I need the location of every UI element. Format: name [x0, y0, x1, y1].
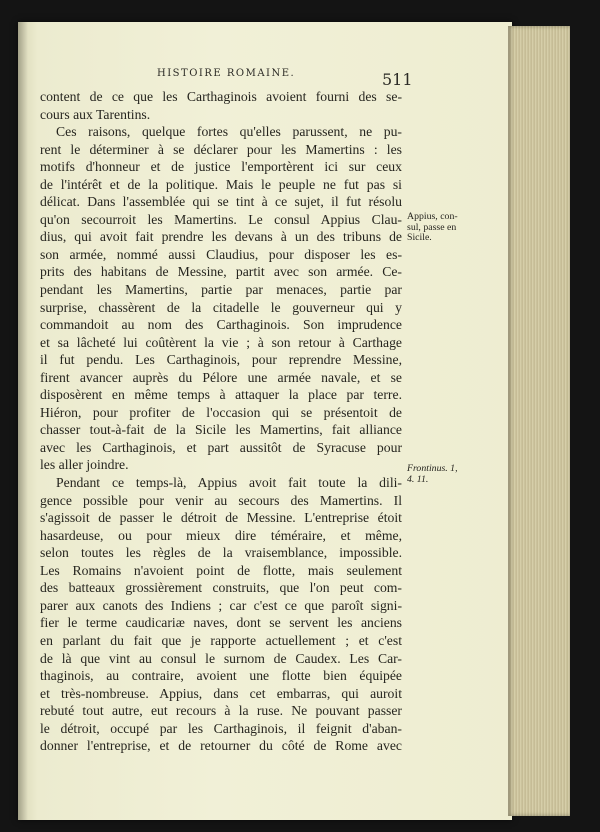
- text-line: rebuté tout autre, eut recours à la ruse. Ne pouvant passer: [40, 703, 402, 719]
- text-line: s'agissoit de passer le détroit de Messine. L'entreprise étoit: [40, 510, 402, 526]
- text-line: prits des habitans de Messine, partit avec son armée. Ce-: [40, 264, 402, 280]
- text-line: motifs d'honneur et de justice l'emportèrent ici sur ceux: [40, 159, 402, 175]
- text-line: parer aux canots des Indiens ; car c'est ce que paroît signi-: [40, 597, 402, 613]
- text-line: et très-nombreuse. Appius, dans cet embarras, qui auroit: [40, 685, 402, 701]
- text-line: cours aux Tarentins.: [40, 106, 151, 122]
- text-line: surprise, chassèrent de la citadelle le gouverneur qui y: [40, 299, 402, 315]
- text-line: rent le déterminer à se déclarer pour les Mamertins : les: [40, 141, 402, 157]
- text-line: qu'on secourroit les Mamertins. Le consul Appius Clau-: [40, 211, 402, 227]
- text-line: chasser tout-à-fait de la Sicile les Mamertins, fait alliance: [40, 422, 402, 438]
- text-line: de l'intérêt et de la politique. Mais le peuple ne fut pas si: [40, 176, 402, 192]
- body-text: [40, 88, 402, 755]
- text-line: gence possible pour venir au secours des Mamertins. Il: [40, 492, 402, 508]
- text-line: Pendant ce temps-là, Appius avoit fait toute la dili-: [56, 475, 402, 491]
- text-line: les aller joindre.: [40, 457, 129, 473]
- text-line: commandoit au nom des Carthaginois. Son imprudence: [40, 317, 402, 333]
- text-line: Ces raisons, quelque fortes qu'elles parussent, ne pu-: [56, 124, 402, 140]
- margin-note-line: Frontinus. 1,: [407, 463, 458, 474]
- text-line: dius, qui avoit fait prendre les devans à un des tribuns de: [40, 229, 402, 245]
- text-line: hasardeuse, ou pour mieux dire téméraire, et même,: [40, 527, 402, 543]
- text-line: son armée, nommé aussi Claudius, pour disposer les es-: [40, 246, 402, 262]
- text-line: content de ce que les Carthaginois avoient fourni des se-: [40, 89, 402, 104]
- margin-note: [407, 212, 458, 244]
- margin-note-reference: [407, 464, 458, 485]
- text-line: le détroit, occupé par les Carthaginois, il feignit d'aban-: [40, 720, 402, 736]
- text-line: délicat. Dans l'assemblée qui se tint à ce sujet, il fut résolu: [40, 194, 402, 210]
- running-title: HISTOIRE ROMAINE.: [157, 68, 296, 79]
- text-line: disposèrent en même temps à attaquer la place par terre.: [40, 387, 402, 403]
- page-edges: [508, 26, 570, 816]
- text-line: de là que vint au consul le surnom de Caudex. Les Car-: [40, 650, 402, 666]
- margin-note-line: sul, passe en: [407, 221, 457, 233]
- text-line: Les Romains n'avoient point de flotte, mais seulement: [40, 562, 402, 578]
- page-number: 511: [382, 70, 413, 89]
- text-line: il fut pendu. Les Carthaginois, pour reprendre Messine,: [40, 352, 402, 368]
- text-line: fier le terme caudicariæ naves, dont se servent les anciens: [40, 615, 402, 631]
- text-line: en parlant du fait que je rapporte actuellement ; et c'est: [40, 632, 402, 648]
- gutter-shadow: [18, 22, 28, 820]
- text-line: et sa lâcheté lui coûtèrent la vie ; à son retour à Carthage: [40, 334, 402, 350]
- margin-note-line: 4. 11.: [407, 473, 429, 485]
- text-line: des batteaux grossièrement construits, que l'on peut com-: [40, 580, 402, 596]
- text-line: pendant les Mamertins, partie par menaces, partie par: [40, 282, 402, 298]
- margin-note-line: Sicile.: [407, 232, 432, 243]
- margin-note-line: Appius, con-: [407, 211, 458, 222]
- text-line: thaginois, au contraire, avoient une flotte bien équipée: [40, 668, 402, 684]
- text-line: firent avancer auprès du Pélore une armée navale, et se: [40, 369, 402, 385]
- text-line: avec les Carthaginois, et part aussitôt de Syracuse pour: [40, 439, 402, 455]
- text-line: Hiéron, pour profiter de l'occasion qui se présentoit de: [40, 404, 402, 420]
- text-line: donner l'entreprise, et de retourner du côté de Rome avec: [40, 738, 402, 754]
- text-line: selon toutes les règles de la vraisemblance, impossible.: [40, 545, 402, 561]
